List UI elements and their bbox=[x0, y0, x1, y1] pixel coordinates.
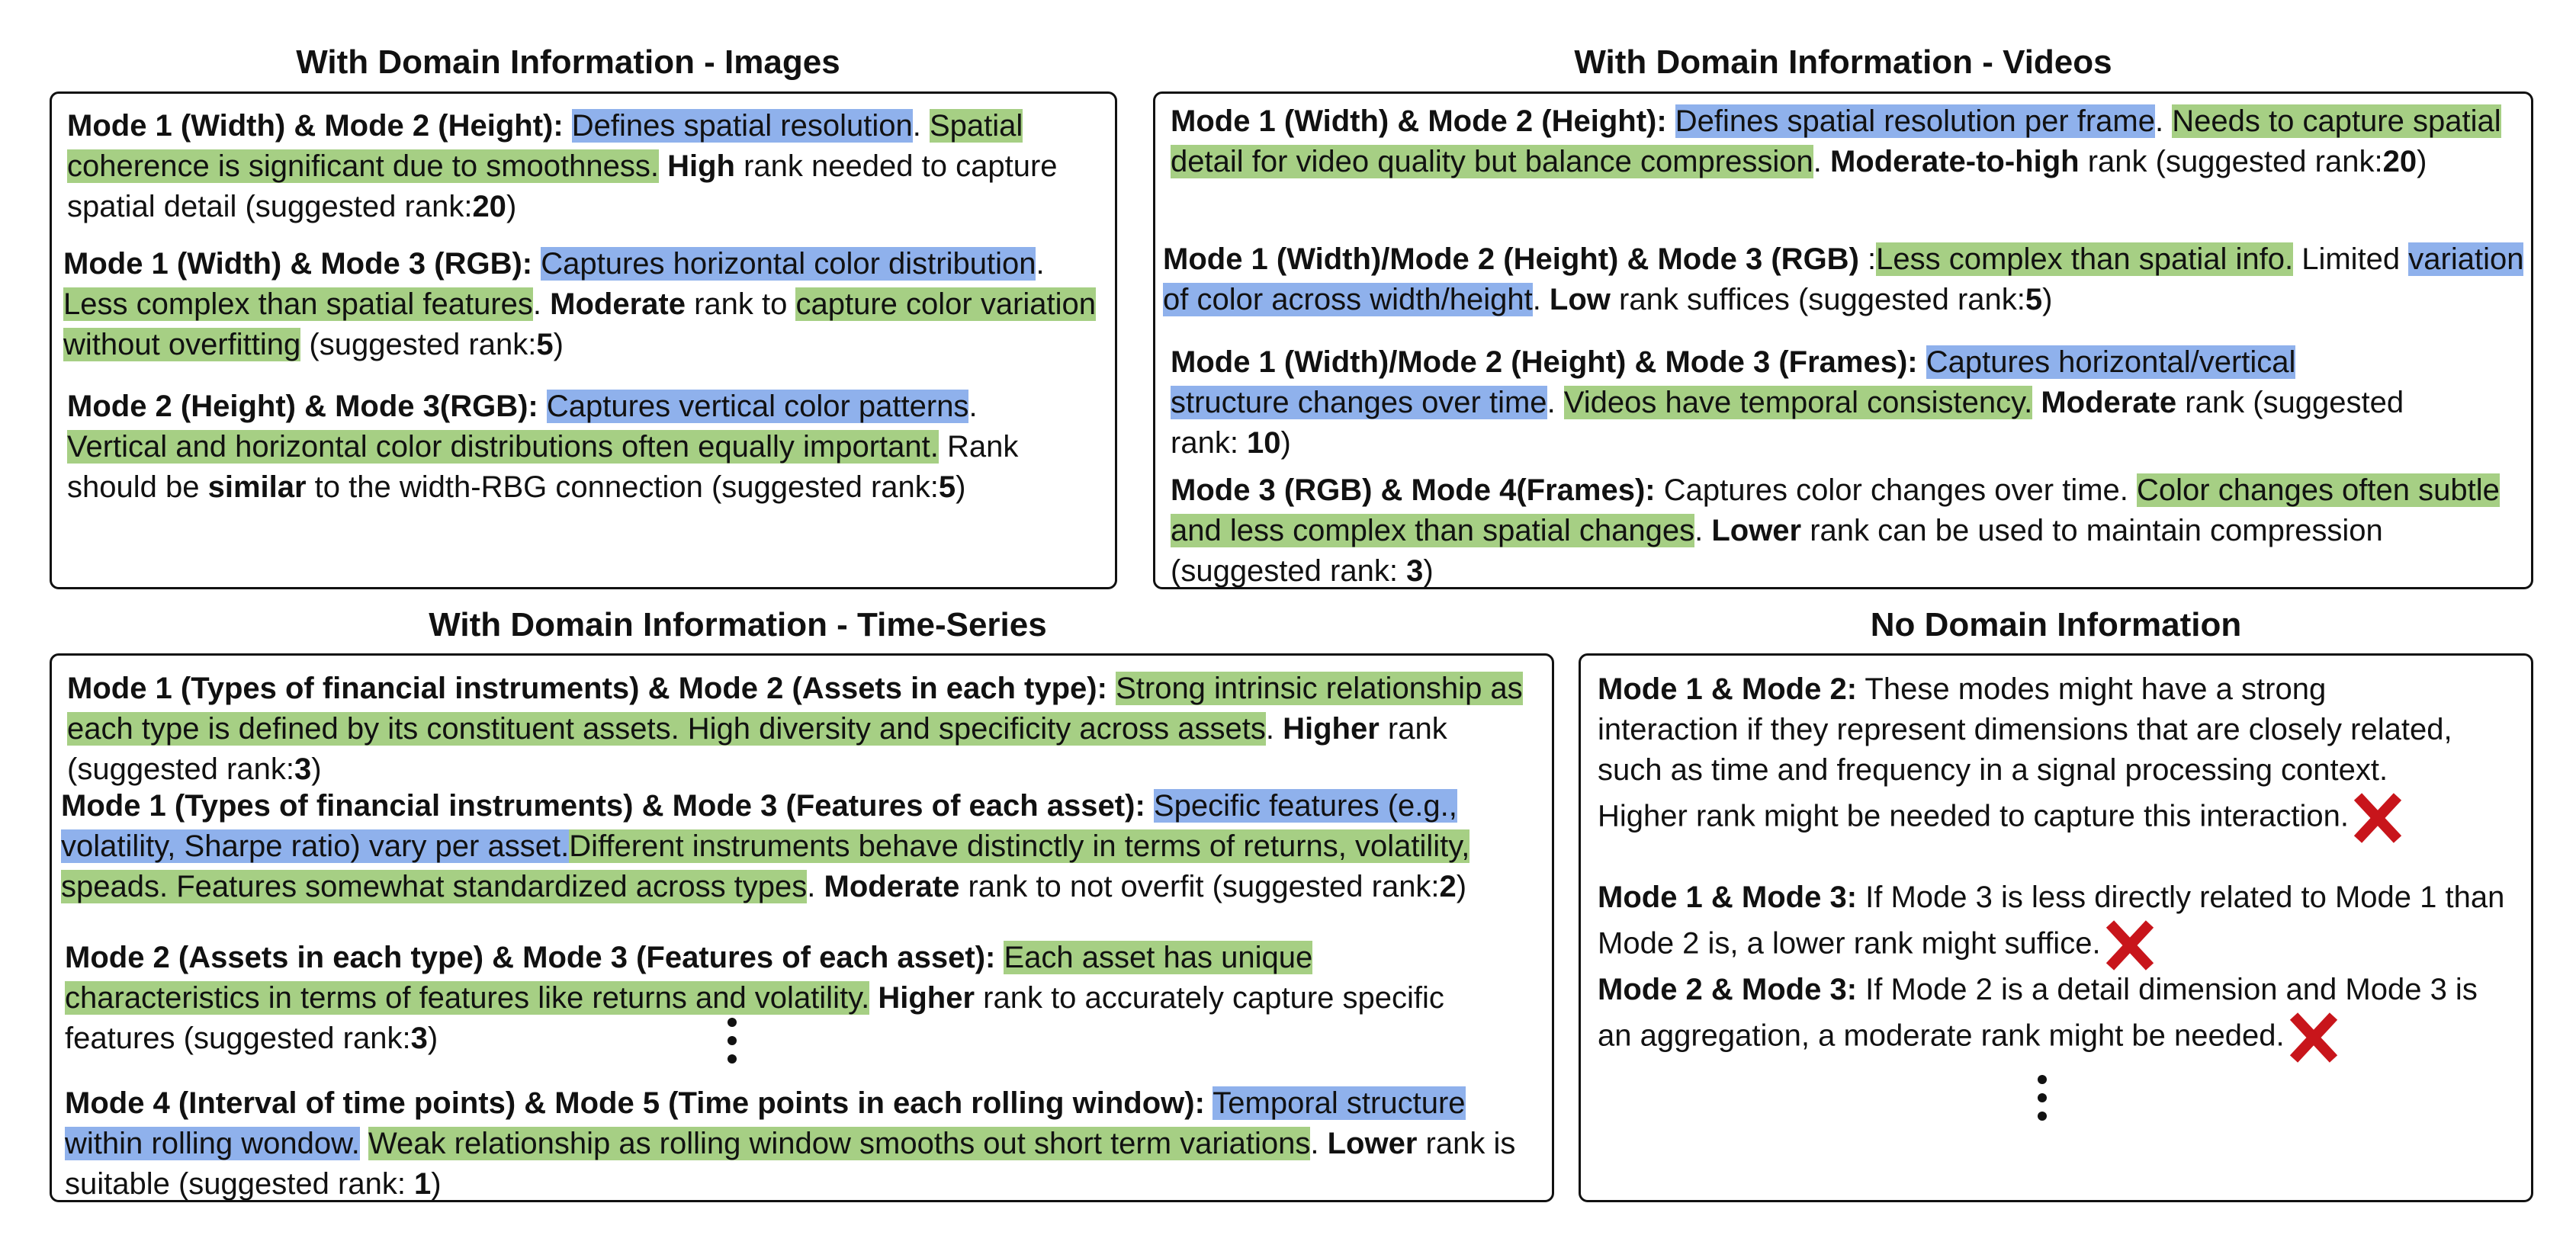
entry-text: ) bbox=[553, 328, 564, 361]
entry-text: : bbox=[1858, 242, 1877, 276]
vertical-ellipsis-icon bbox=[2035, 1075, 2050, 1130]
entry-text: . bbox=[1310, 1127, 1328, 1160]
timeseries-entry-interval-timepoints bbox=[65, 1083, 1544, 1205]
blue-highlight: Temporal structure within rolling wondow. bbox=[65, 1086, 1466, 1160]
entry-text: . bbox=[2155, 104, 2173, 138]
suggested-rank: 3 bbox=[294, 752, 312, 786]
cross-icon bbox=[2286, 1010, 2341, 1065]
suggested-rank: 2 bbox=[1439, 870, 1457, 903]
entry-text: rank to accurately capture specific features (suggested rank: bbox=[65, 981, 1444, 1055]
blue-highlight: Captures horizontal/vertical structure changes over time bbox=[1171, 345, 2296, 419]
entry-heading: Mode 2 (Assets in each type) & Mode 3 (Features of each asset): bbox=[65, 941, 996, 974]
entry-heading: Mode 1 (Width)/Mode 2 (Height) & Mode 3 (RGB) bbox=[1163, 242, 1859, 276]
videos-entry-spatial-frames bbox=[1171, 342, 2421, 464]
entry-text: . bbox=[968, 390, 978, 423]
entry-text: . bbox=[912, 109, 930, 143]
entry-text: . bbox=[1547, 386, 1564, 419]
entry-text: (suggested rank: bbox=[300, 328, 537, 361]
videos-entry-width-height bbox=[1171, 101, 2520, 182]
videos-panel-title: With Domain Information - Videos bbox=[1574, 43, 2112, 81]
rank-level: Moderate bbox=[550, 287, 686, 321]
images-entry-width-height bbox=[67, 106, 1104, 227]
entry-heading: Mode 1 (Width) & Mode 2 (Height): bbox=[1171, 104, 1667, 138]
nodomain-entry-mode1-mode2 bbox=[1598, 669, 2459, 845]
blue-highlight: variation of color across width/height bbox=[1163, 242, 2524, 316]
entry-text: Captures color changes over time. bbox=[1655, 473, 2138, 507]
green-highlight: Less complex than spatial info. bbox=[1876, 242, 2294, 276]
rank-level: Higher bbox=[878, 981, 975, 1015]
entry-text: ) bbox=[1456, 870, 1467, 903]
blue-highlight: Defines spatial resolution per frame bbox=[1675, 104, 2155, 138]
green-highlight: Strong intrinsic relationship as each type is defined by its constituent assets. High diversity and specificity across assets bbox=[67, 672, 1523, 746]
rank-level: Low bbox=[1549, 283, 1611, 316]
entry-heading: Mode 1 & Mode 3: bbox=[1598, 881, 1858, 914]
entry-heading: Mode 1 & Mode 2: bbox=[1598, 672, 1858, 706]
entry-text: If Mode 2 is a detail dimension and Mode 3 is an aggregation, a moderate rank might be needed. bbox=[1598, 973, 2478, 1053]
entry-heading: Mode 1 (Types of financial instruments) & Mode 3 (Features of each asset): bbox=[61, 789, 1145, 823]
entry-text: ) bbox=[956, 470, 966, 504]
entry-text bbox=[360, 1127, 368, 1160]
entry-text: rank (suggested rank: bbox=[67, 712, 1447, 786]
rank-level: Moderate bbox=[2041, 386, 2177, 419]
entry-text bbox=[2032, 386, 2041, 419]
entry-text: . bbox=[1813, 145, 1830, 178]
nodomain-entry-mode1-mode3 bbox=[1598, 877, 2513, 973]
videos-entry-spatial-rgb bbox=[1163, 239, 2528, 320]
rank-level: High bbox=[667, 149, 735, 183]
entry-text: ) bbox=[311, 752, 322, 786]
green-highlight: Less complex than spatial features bbox=[63, 287, 533, 321]
suggested-rank: 20 bbox=[2382, 145, 2417, 178]
entry-heading: Mode 1 (Types of financial instruments) & Mode 2 (Assets in each type): bbox=[67, 672, 1107, 705]
rank-level: Lower bbox=[1327, 1127, 1418, 1160]
suggested-rank: 1 bbox=[414, 1167, 432, 1201]
entry-text: If Mode 3 is less directly related to Mode 1 than Mode 2 is, a lower rank might suffice. bbox=[1598, 881, 2505, 961]
green-highlight: Needs to capture spatial detail for video quality but balance compression bbox=[1171, 104, 2501, 178]
suggested-rank: 5 bbox=[938, 470, 956, 504]
entry-text: rank to bbox=[685, 287, 796, 321]
entry-text: Rank should be bbox=[67, 430, 1019, 504]
entry-text: rank is suitable (suggested rank: bbox=[65, 1127, 1516, 1201]
entry-text: ) bbox=[1423, 554, 1434, 588]
rank-level: Higher bbox=[1283, 712, 1380, 746]
entry-text: . bbox=[532, 287, 551, 321]
timeseries-panel-title: With Domain Information - Time-Series bbox=[429, 606, 1047, 643]
cross-icon bbox=[2350, 791, 2405, 845]
blue-highlight: Captures vertical color patterns bbox=[546, 390, 969, 423]
entry-heading: Mode 2 & Mode 3: bbox=[1598, 973, 1858, 1006]
entry-text: to the width-RBG connection (suggested rank: bbox=[306, 470, 939, 504]
timeseries-entry-types-assets bbox=[67, 669, 1539, 790]
cross-icon bbox=[2102, 918, 2157, 973]
suggested-rank: 5 bbox=[536, 328, 554, 361]
green-highlight: Vertical and horizontal color distributions often equally important. bbox=[67, 430, 939, 464]
suggested-rank: 3 bbox=[410, 1022, 428, 1055]
entry-text: . bbox=[1532, 283, 1550, 316]
green-highlight: Color changes often subtle and less complex than spatial changes bbox=[1171, 473, 2500, 547]
green-highlight: Each asset has unique characteristics in terms of features like returns and volatility. bbox=[65, 941, 1313, 1015]
videos-entry-rgb-frames bbox=[1171, 470, 2528, 592]
entry-text: . bbox=[1265, 712, 1283, 746]
entry-text bbox=[659, 149, 667, 183]
entry-text: . bbox=[807, 870, 824, 903]
entry-heading: Mode 2 (Height) & Mode 3(RGB): bbox=[67, 390, 538, 423]
images-entry-height-rgb bbox=[67, 387, 1074, 508]
entry-text: rank suffices (suggested rank: bbox=[1610, 283, 2025, 316]
suggested-rank: 20 bbox=[472, 190, 506, 223]
blue-highlight: Defines spatial resolution bbox=[571, 109, 913, 143]
nodomain-panel-title: No Domain Information bbox=[1870, 606, 2242, 643]
entry-text: ) bbox=[431, 1167, 442, 1201]
entry-text: ) bbox=[427, 1022, 438, 1055]
entry-heading: Mode 1 (Width) & Mode 2 (Height): bbox=[67, 109, 564, 143]
entry-text: Limited bbox=[2293, 242, 2409, 276]
entry-heading: Mode 3 (RGB) & Mode 4(Frames): bbox=[1171, 473, 1656, 507]
entry-text: rank (suggested rank: bbox=[1171, 386, 2404, 460]
images-panel-title: With Domain Information - Images bbox=[296, 43, 840, 81]
green-highlight: Spatial coherence is significant due to smoothness. bbox=[67, 109, 1023, 183]
images-entry-width-rgb bbox=[63, 244, 1108, 365]
entry-text bbox=[869, 981, 878, 1015]
green-highlight: Videos have temporal consistency. bbox=[1563, 386, 2033, 419]
suggested-rank: 5 bbox=[2025, 283, 2043, 316]
entry-text: rank can be used to maintain compression (suggested rank: bbox=[1171, 514, 2383, 588]
suggested-rank: 3 bbox=[1406, 554, 1424, 588]
green-highlight: Different instruments behave distinctly in terms of returns, volatility, speads. Features somewhat standardized across types bbox=[61, 829, 1470, 903]
vertical-ellipsis-icon bbox=[724, 1018, 740, 1073]
entry-heading: Mode 1 (Width) & Mode 3 (RGB): bbox=[63, 247, 533, 281]
rank-level: similar bbox=[207, 470, 307, 504]
entry-heading: Mode 1 (Width)/Mode 2 (Height) & Mode 3 (Frames): bbox=[1171, 345, 1918, 379]
entry-text: rank (suggested rank: bbox=[2079, 145, 2383, 178]
entry-text: . bbox=[1036, 247, 1045, 281]
nodomain-entry-mode2-mode3 bbox=[1598, 970, 2513, 1065]
rank-level: Lower bbox=[1711, 514, 1802, 547]
entry-text: . bbox=[1694, 514, 1712, 547]
entry-heading: Mode 4 (Interval of time points) & Mode 5 (Time points in each rolling window): bbox=[65, 1086, 1205, 1120]
timeseries-entry-types-features bbox=[61, 786, 1540, 907]
entry-text: rank needed to capture spatial detail (suggested rank: bbox=[67, 149, 1058, 223]
entry-text: ) bbox=[2417, 145, 2427, 178]
entry-text: ) bbox=[2042, 283, 2053, 316]
entry-text: ) bbox=[1280, 426, 1291, 460]
timeseries-entry-assets-features bbox=[65, 938, 1491, 1059]
green-highlight: capture color variation without overfitting bbox=[63, 287, 1097, 361]
green-highlight: Weak relationship as rolling window smooths out short term variations bbox=[368, 1127, 1311, 1160]
entry-text: These modes might have a strong interaction if they represent dimensions that are closely related, such as time and frequency in a signal processing context. Higher rank might be needed to capture this interaction. bbox=[1598, 672, 2452, 833]
rank-level: Moderate bbox=[824, 870, 960, 903]
blue-highlight: Specific features (e.g., volatility, Sharpe ratio) vary per asset. bbox=[61, 789, 1457, 863]
rank-level: Moderate-to-high bbox=[1829, 145, 2080, 178]
suggested-rank: 10 bbox=[1247, 426, 1281, 460]
entry-text: rank to not overfit (suggested rank: bbox=[959, 870, 1440, 903]
entry-text: ) bbox=[506, 190, 517, 223]
blue-highlight: Captures horizontal color distribution bbox=[541, 247, 1036, 281]
